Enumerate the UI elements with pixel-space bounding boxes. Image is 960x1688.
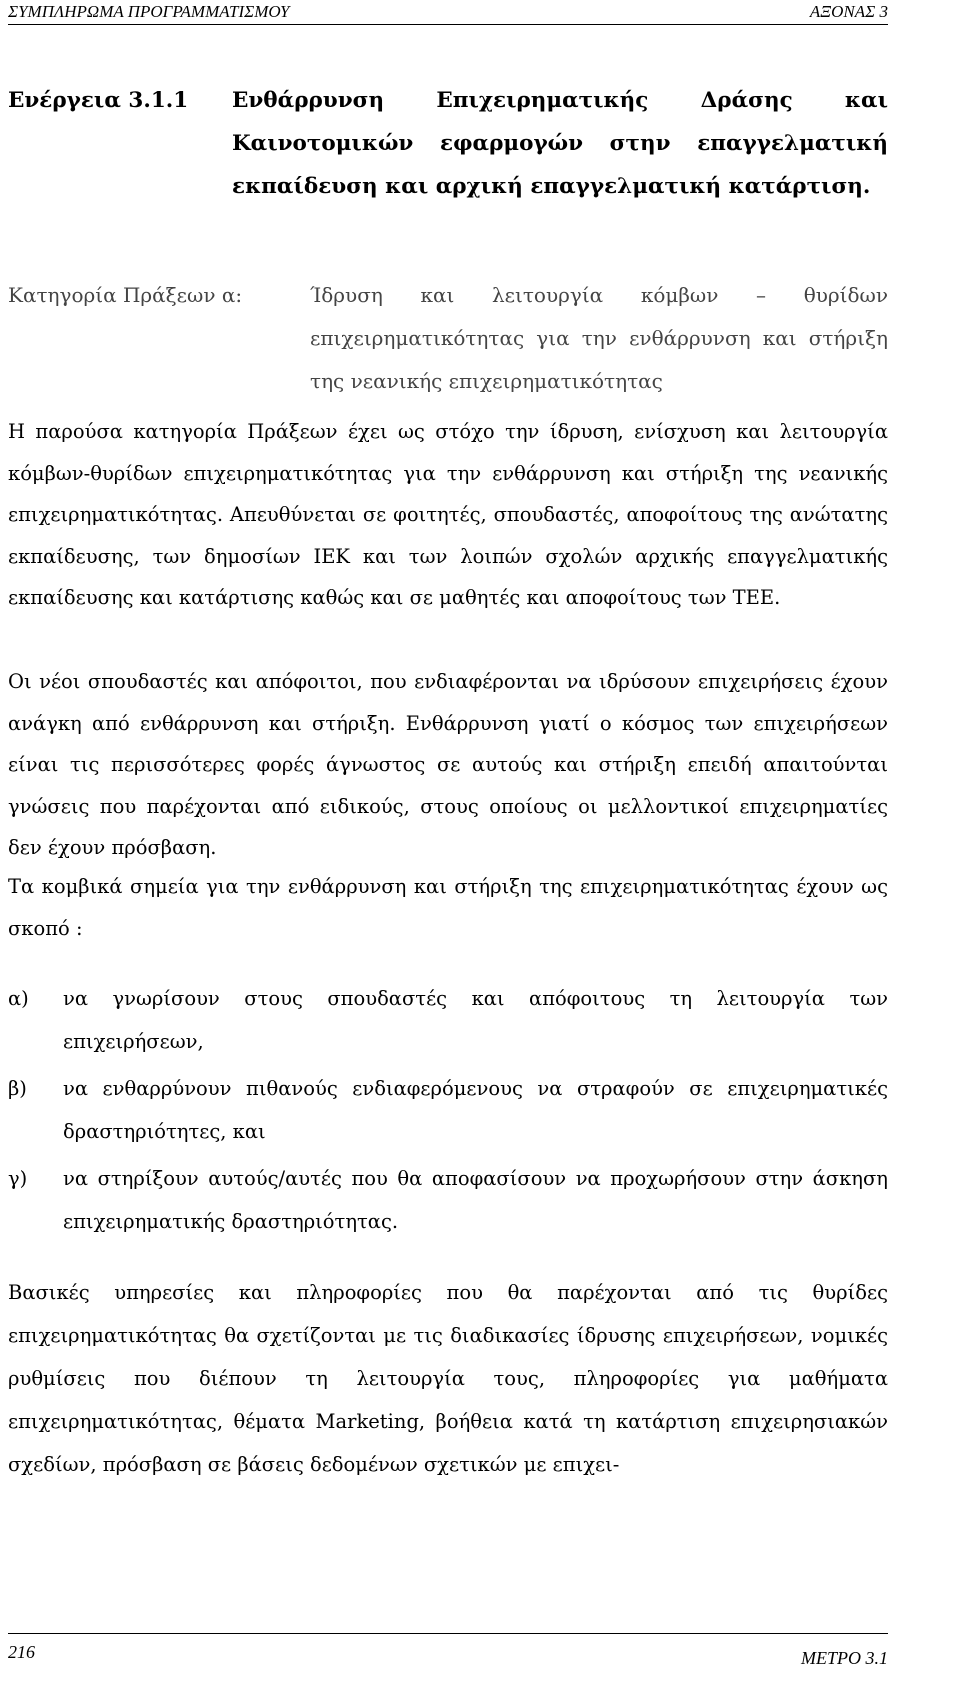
- category-title: Ίδρυση και λειτουργία κόμβων – θυρίδων επιχειρηματικότητας για την ενθάρρυνση και στήριξη της νεανικής επιχειρηματικότητας: [310, 283, 888, 393]
- paragraph-needs: Οι νέοι σπουδαστές και απόφοιτοι, που ενδιαφέρονται να ιδρύσουν επιχειρήσεις έχουν ανάγκη από ενθάρρυνση και στήριξη. Ενθάρρυνση γιατί ο κόσμος των επιχειρήσεων είναι τις περισσότερες φορές άγνωστος σε αυτούς και στήριξη επειδή απαιτούνται γνώσεις που παρέχονται από ειδικούς, στους οποίους οι μελλοντικοί επιχειρηματίες δεν έχουν πρόσβαση.: [8, 670, 888, 859]
- list-item-text: να γνωρίσουν στους σπουδαστές και απόφοιτους τη λειτουργία των επιχειρήσεων,: [63, 987, 888, 1053]
- action-title: Ενθάρρυνση Επιχειρηματικής Δράσης και Καινοτομικών εφαρμογών στην επαγγελματική εκπαίδευση και αρχική επαγγελματική κατάρτιση.: [232, 88, 888, 199]
- document-page: [8, 0, 888, 1688]
- header-rule: [8, 24, 888, 25]
- running-header: [8, 0, 888, 24]
- action-number: Ενέργεια 3.1.1: [8, 88, 189, 113]
- page-number: 216: [8, 1642, 35, 1662]
- paragraph-services: Βασικές υπηρεσίες και πληροφορίες που θα παρέχονται από τις θυρίδες επιχειρηματικότητας θα σχετίζονται με τις διαδικασίες ίδρυσης επιχειρήσεων, νομικές ρυθμίσεις που διέπουν τη λειτουργία τους, πληροφορίες για μαθήματα επιχειρηματικότητας, θέματα Marketing, βοήθεια κατά τη κατάρτιση επιχειρησιακών σχεδίων, πρόσβαση σε βάσεις δεδομένων σχετικών με επιχει-: [8, 1281, 888, 1476]
- running-footer: [8, 1634, 888, 1674]
- list-marker: γ): [8, 1167, 28, 1190]
- category-label: Κατηγορία Πράξεων α:: [8, 283, 243, 307]
- list-item-text: να ενθαρρύνουν πιθανούς ενδιαφερόμενους να στραφούν σε επιχειρηματικές δραστηριότητες, και: [63, 1077, 888, 1143]
- paragraph-purpose: Τα κομβικά σημεία για την ενθάρρυνση και στήριξη της επιχειρηματικότητας έχουν ως σκοπό :: [8, 875, 888, 940]
- list-marker: α): [8, 987, 29, 1010]
- header-program-title: ΣΥΜΠΛΗΡΩΜΑ ΠΡΟΓΡΑΜΜΑΤΙΣΜΟΥ: [8, 2, 290, 21]
- header-axis: ΑΞΟΝΑΣ 3: [809, 2, 888, 21]
- footer-measure: ΜΕΤΡΟ 3.1: [801, 1648, 888, 1668]
- list-item-text: να στηρίξουν αυτούς/αυτές που θα αποφασίσουν να προχωρήσουν στην άσκηση επιχειρηματικής δραστηριότητας.: [63, 1167, 888, 1233]
- paragraph-intro: Η παρούσα κατηγορία Πράξεων έχει ως στόχο την ίδρυση, ενίσχυση και λειτουργία κόμβων-θυρίδων επιχειρηματικότητας για την ενθάρρυνση και στήριξη της νεανικής επιχειρηματικότητας. Απευθύνεται σε φοιτητές, σπουδαστές, αποφοίτους της ανώτατης εκπαίδευσης, των δημοσίων ΙΕΚ και των λοιπών σχολών αρχικής επαγγελματικής εκπαίδευσης και κατάρτισης καθώς και σε μαθητές και αποφοίτους των ΤΕΕ.: [8, 420, 888, 609]
- list-marker: β): [8, 1077, 27, 1100]
